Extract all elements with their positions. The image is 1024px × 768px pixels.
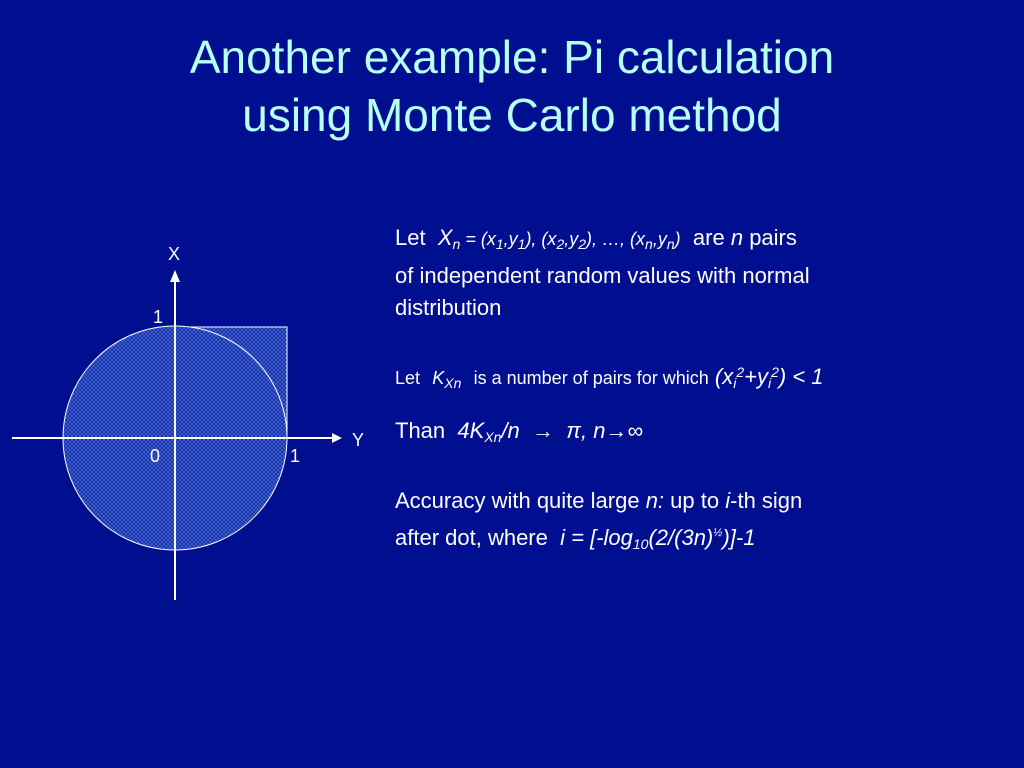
are-word: are <box>692 225 725 250</box>
formula-X: X <box>437 225 453 250</box>
k-symbol <box>432 364 461 389</box>
limit-line <box>395 415 1005 453</box>
formula-sub: Xn <box>484 429 502 445</box>
horizontal-axis-arrow <box>332 433 342 443</box>
origin-label: 0 <box>150 446 161 466</box>
condition-formula <box>715 364 824 389</box>
one-vertical-label: 1 <box>153 307 164 327</box>
k-sub: Xn <box>444 375 462 391</box>
y-axis-label: Y <box>352 430 365 450</box>
formula-part: +y <box>744 364 768 389</box>
spacer <box>395 324 1005 356</box>
formula-part: ), …, (x <box>586 229 646 249</box>
vertical-axis-arrow <box>170 270 180 282</box>
formula-sub: i <box>767 375 772 391</box>
formula-sub: n <box>666 236 675 252</box>
formula-part: )]-1 <box>722 525 756 550</box>
definition-line-1 <box>395 222 1005 260</box>
formula-sup: 2 <box>771 364 779 380</box>
accuracy-formula <box>560 525 755 550</box>
accuracy-text: after dot, where <box>395 525 548 550</box>
formula-sub: 2 <box>556 236 565 252</box>
condition-text: is a number of pairs for which <box>473 368 709 388</box>
accuracy-line-2 <box>395 517 1005 560</box>
formula-sub: 1 <box>517 236 526 252</box>
formula-sub: n <box>645 236 653 252</box>
n-italic: n <box>730 225 744 250</box>
formula-part: /n → π, n→∞ <box>501 418 644 443</box>
accuracy-line-1 <box>395 485 1005 517</box>
formula-sub: 10 <box>632 536 649 552</box>
condition-line <box>395 356 1005 399</box>
let-word: Let <box>395 368 421 388</box>
formula-part: = (x <box>460 229 496 249</box>
formula-part: ), (x <box>525 229 557 249</box>
formula-sub: i <box>733 375 737 391</box>
than-word: Than <box>395 418 446 443</box>
pairs-word: pairs <box>749 225 797 250</box>
formula-sub: 2 <box>578 236 587 252</box>
x-axis-label: X <box>168 244 181 264</box>
title-line-2: using Monte Carlo method <box>242 89 782 141</box>
limit-formula <box>457 418 643 443</box>
pairs-formula <box>438 225 681 250</box>
formula-part: i = [-log <box>560 525 633 550</box>
formula-sub: 1 <box>495 236 504 252</box>
accuracy-text: Accuracy with quite large <box>395 488 640 513</box>
formula-part: (2/(3n) <box>648 525 714 550</box>
formula-part: (x <box>714 364 734 389</box>
formula-part: ) < 1 <box>778 364 824 389</box>
spacer <box>395 399 1005 415</box>
title-line-1: Another example: Pi calculation <box>189 31 835 83</box>
formula-part: ,y <box>503 229 518 249</box>
let-word: Let <box>395 225 426 250</box>
definition-line-3: distribution <box>395 295 502 320</box>
formula-part: ) <box>674 229 681 249</box>
formula-sup: ½ <box>713 527 723 539</box>
k-letter: K <box>432 368 445 388</box>
accuracy-text: up to <box>670 488 720 513</box>
monte-carlo-diagram <box>0 0 380 620</box>
accuracy-text: -th sign <box>730 488 803 513</box>
definition-line-2: of independent random values with normal <box>395 263 810 288</box>
formula-n-sub: n <box>452 236 461 252</box>
spacer <box>395 453 1005 485</box>
n-italic: n: <box>645 488 665 513</box>
one-horizontal-label: 1 <box>290 446 301 466</box>
formula-part: 4K <box>457 418 485 443</box>
formula-sup: 2 <box>736 364 745 380</box>
formula-part: ,y <box>652 229 667 249</box>
formula-part: ,y <box>564 229 579 249</box>
slide-body <box>395 222 1005 560</box>
i-italic: i <box>725 488 731 513</box>
